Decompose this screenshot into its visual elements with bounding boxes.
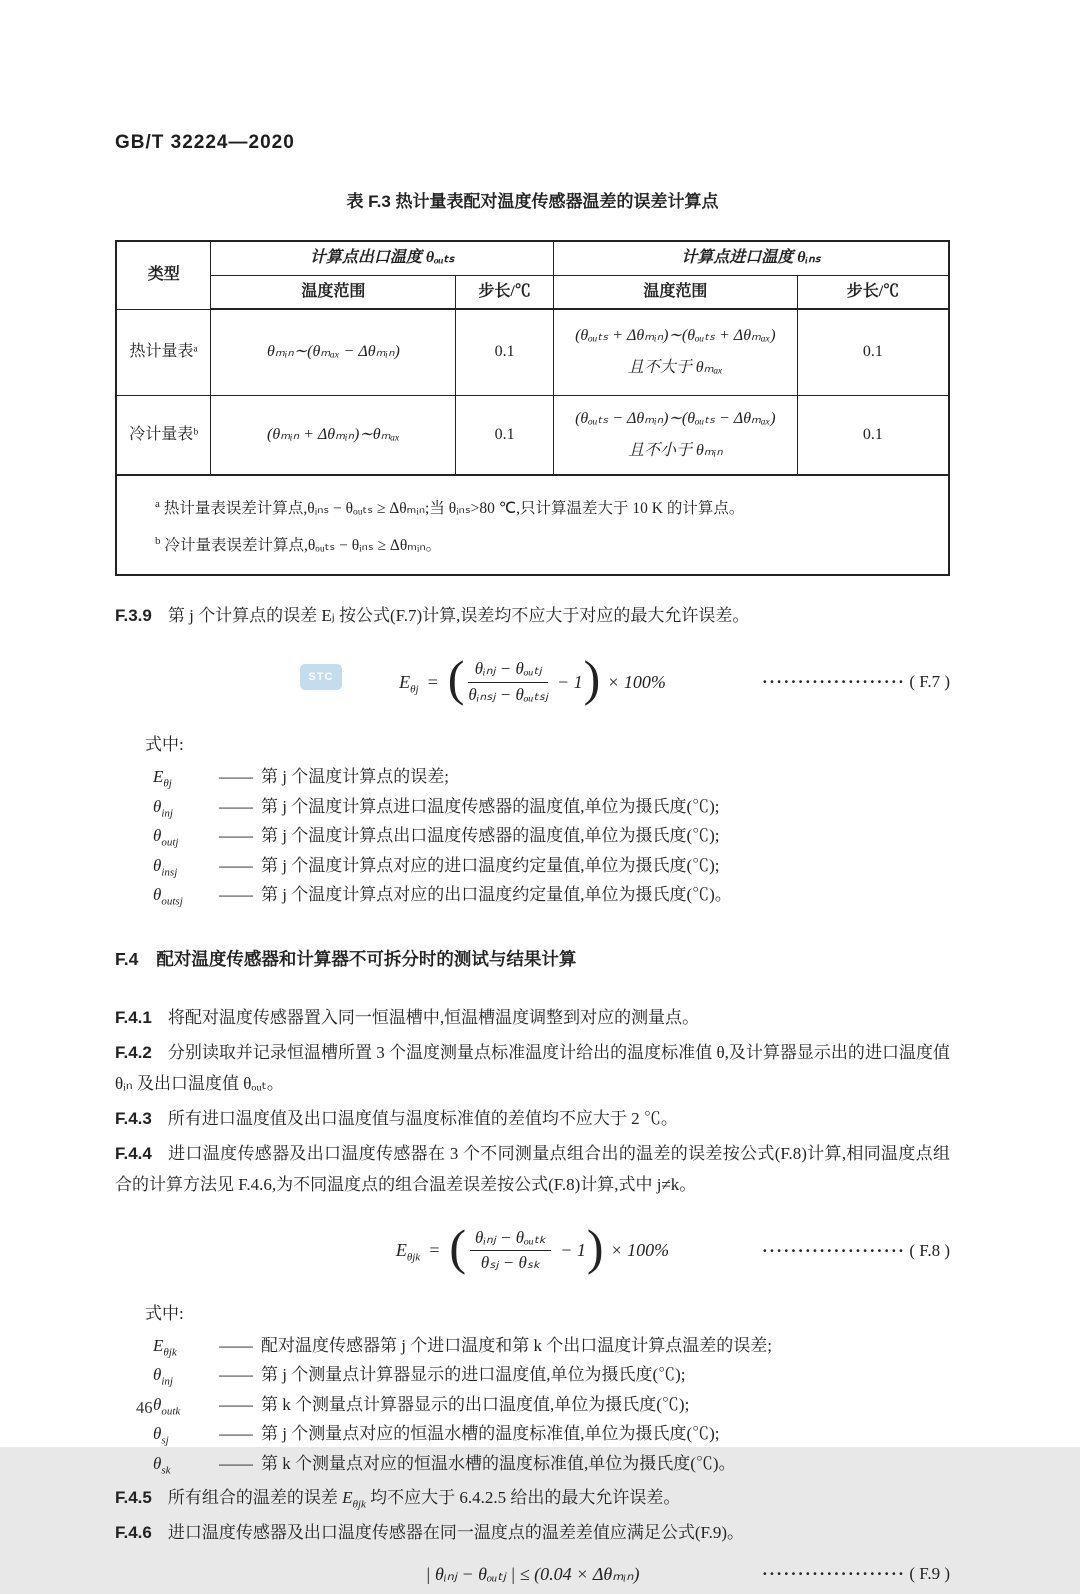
table-header-row-1 <box>116 241 949 275</box>
cool-outlet-step: 0.1 <box>456 395 553 475</box>
definition-item: $\theta_{outj}$ —— 第 j 个温度计算点出口温度传感器的温度值,单位为摄氏度(℃); <box>153 826 720 849</box>
formula-lhs: $E_{\theta jk}$ <box>395 1240 421 1264</box>
heat-outlet-step: 0.1 <box>456 309 553 395</box>
col-group-inlet: 计算点进口温度 θᵢₙₛ <box>553 241 949 275</box>
paragraph-f39: F.3.9 第 j 个计算点的误差 Eⱼ 按公式(F.7)计算,误差均不应大于对应的最大允许误差。 <box>115 606 750 626</box>
formula-f7: $E_{\theta j}$ = ( $\frac{\text{θᵢₙⱼ − θₒᵤₜⱼ}}{\text{θᵢₙₛⱼ − θₒᵤₜₛⱼ}}$ − 1 ) × 100% ···················· ( F.7 ) <box>399 650 950 707</box>
paragraph-f44: F.4.4 进口温度传感器及出口温度传感器在 3 个不同测量点组合出的温差的误差按公式(F.8)计算,相同温度点组合的计算方法见 F.4.6,为不同温度点的组合温差误差按公式(F.8)计算,式中 j≠k。 <box>115 1143 950 1194</box>
heat-inlet-range: (θₒᵤₜₛ + Δθₘᵢₙ)∼(θₒᵤₜₛ + Δθₘₐₓ) 且不大于 θₘₐₓ <box>553 309 797 395</box>
where-label: 式中: <box>145 735 184 755</box>
formula-number: ···················· ( F.8 ) <box>761 1240 950 1260</box>
paragraph-f42: F.4.2 分别读取并记录恒温槽所置 3 个温度测量点标准温度计给出的温度标准值 θ,及计算器显示出的进口温度值 θᵢₙ 及出口温度值 θₒᵤₜ。 <box>115 1042 950 1093</box>
paragraph-f45: F.4.5 所有组合的温差的误差 $E_{\theta jk}$ 均不应大于 6.4.2.5 给出的最大允许误差。 <box>115 1488 681 1511</box>
formula-number: ···················· ( F.9 ) <box>761 1564 950 1584</box>
definition-item: $E_{\theta j}$ —— 第 j 个温度计算点的误差; <box>153 767 449 790</box>
col-header-step-in: 步长/℃ <box>797 275 949 309</box>
definition-item: $\theta_{inj}$ —— 第 j 个测量点计算器显示的进口温度值,单位为摄氏度(℃); <box>153 1365 686 1388</box>
formula-f8: $E_{\theta jk}$ = ( $\frac{\text{θᵢₙⱼ − θₒᵤₜₖ}}{\text{θₛⱼ − θₛₖ}}$ − 1 ) × 100% ···················· ( F.8 ) <box>395 1218 950 1275</box>
definition-item: $\theta_{sk}$ —— 第 k 个测量点对应的恒温水槽的温度标准值,单位为摄氏度(℃)。 <box>153 1453 736 1477</box>
big-paren-open: ( <box>447 650 465 707</box>
heat-outlet-range: θₘᵢₙ∼(θₘₐₓ − Δθₘᵢₙ) <box>211 309 456 395</box>
row-type-label: 热计量表ᵃ <box>116 309 211 395</box>
definition-item: $E_{\theta jk}$ —— 配对温度传感器第 j 个进口温度和第 k 个出口温度计算点温差的误差; <box>153 1335 772 1359</box>
footnote-a: $^a$ 热计量表误差计算点,θᵢₙₛ − θₒᵤₜₛ ≥ Δθₘᵢₙ;当 θᵢₙₛ>80 ℃,只计算温差大于 10 K 的计算点。 <box>155 498 745 518</box>
col-header-type: 类型 <box>116 241 211 309</box>
definition-item: $\theta_{insj}$ —— 第 j 个温度计算点对应的进口温度约定量值,单位为摄氏度(℃); <box>153 855 720 879</box>
fraction: $\frac{\text{θᵢₙⱼ − θₒᵤₜₖ}}{\text{θₛⱼ − θₛₖ}}$ <box>470 1228 551 1274</box>
heat-inlet-step: 0.1 <box>797 309 949 395</box>
page-number: 46 <box>136 1398 153 1417</box>
formula-f9: | θᵢₙⱼ − θₒᵤₜⱼ | ≤ (0.04 × Δθₘᵢₙ) ···················· ( F.9 ) <box>425 1563 950 1584</box>
table-row-heat-meter <box>116 309 949 395</box>
cool-outlet-range: (θₘᵢₙ + Δθₘᵢₙ)∼θₘₐₓ <box>211 395 456 475</box>
formula-lhs: $E_{\theta j}$ <box>399 671 419 696</box>
paragraph-f41: F.4.1 将配对温度传感器置入同一恒温槽中,恒温槽温度调整到对应的测量点。 <box>115 1007 700 1027</box>
definition-item: $\theta_{inj}$ —— 第 j 个温度计算点进口温度传感器的温度值,单位为摄氏度(℃); <box>153 796 720 820</box>
col-group-outlet: 计算点出口温度 θₒᵤₜₛ <box>211 241 553 275</box>
where-label: 式中: <box>145 1303 184 1323</box>
table-header-row-2 <box>116 275 949 309</box>
fraction: $\frac{\text{θᵢₙⱼ − θₒᵤₜⱼ}}{\text{θᵢₙₛⱼ − θₒᵤₜₛⱼ}}$ <box>468 659 548 704</box>
col-header-range-in: 温度范围 <box>553 275 797 309</box>
table-footnotes <box>116 475 949 575</box>
table-title: 表 F.3 热计量表配对温度传感器温差的误差计算点 <box>346 192 719 211</box>
paragraph-f46: F.4.6 进口温度传感器及出口温度传感器在同一温度点的温差差值应满足公式(F.9)。 <box>115 1523 745 1543</box>
col-header-range-out: 温度范围 <box>211 275 456 309</box>
cool-inlet-range: (θₒᵤₜₛ − Δθₘᵢₙ)∼(θₒᵤₜₛ − Δθₘₐₓ) 且不小于 θₘᵢₙ <box>553 395 797 475</box>
formula-number: ···················· ( F.7 ) <box>761 672 950 692</box>
cool-inlet-step: 0.1 <box>797 395 949 475</box>
big-paren-open: ( <box>449 1218 466 1275</box>
row-type-label: 冷计量表ᵇ <box>116 395 211 475</box>
col-header-step-out: 步长/℃ <box>456 275 553 309</box>
standard-code: GB/T 32224—2020 <box>115 132 295 153</box>
clause-label: F.3.9 <box>115 606 152 626</box>
table-f3 <box>115 240 950 576</box>
big-paren-close: ) <box>586 1218 604 1275</box>
section-heading-f4: F.4 配对温度传感器和计算器不可拆分时的测试与结果计算 <box>115 948 577 969</box>
big-paren-close: ) <box>583 650 601 707</box>
definition-item: $\theta_{outk}$ —— 第 k 个测量点计算器显示的出口温度值,单位为摄氏度(℃); <box>153 1394 690 1418</box>
definition-item: $\theta_{sj}$ —— 第 j 个测量点对应的恒温水槽的温度标准值,单位为摄氏度(℃); <box>153 1424 720 1447</box>
watermark-logo: STC <box>300 664 342 690</box>
table-row-cooling-meter <box>116 395 949 475</box>
footnote-b: $^b$ 冷计量表误差计算点,θₒᵤₜₛ − θᵢₙₛ ≥ Δθₘᵢₙ。 <box>155 535 442 555</box>
paragraph-f43: F.4.3 所有进口温度值及出口温度值与温度标准值的差值均不应大于 2 ℃。 <box>115 1108 678 1128</box>
definition-item: $\theta_{outsj}$ —— 第 j 个温度计算点对应的出口温度约定量值,单位为摄氏度(℃)。 <box>153 885 732 908</box>
